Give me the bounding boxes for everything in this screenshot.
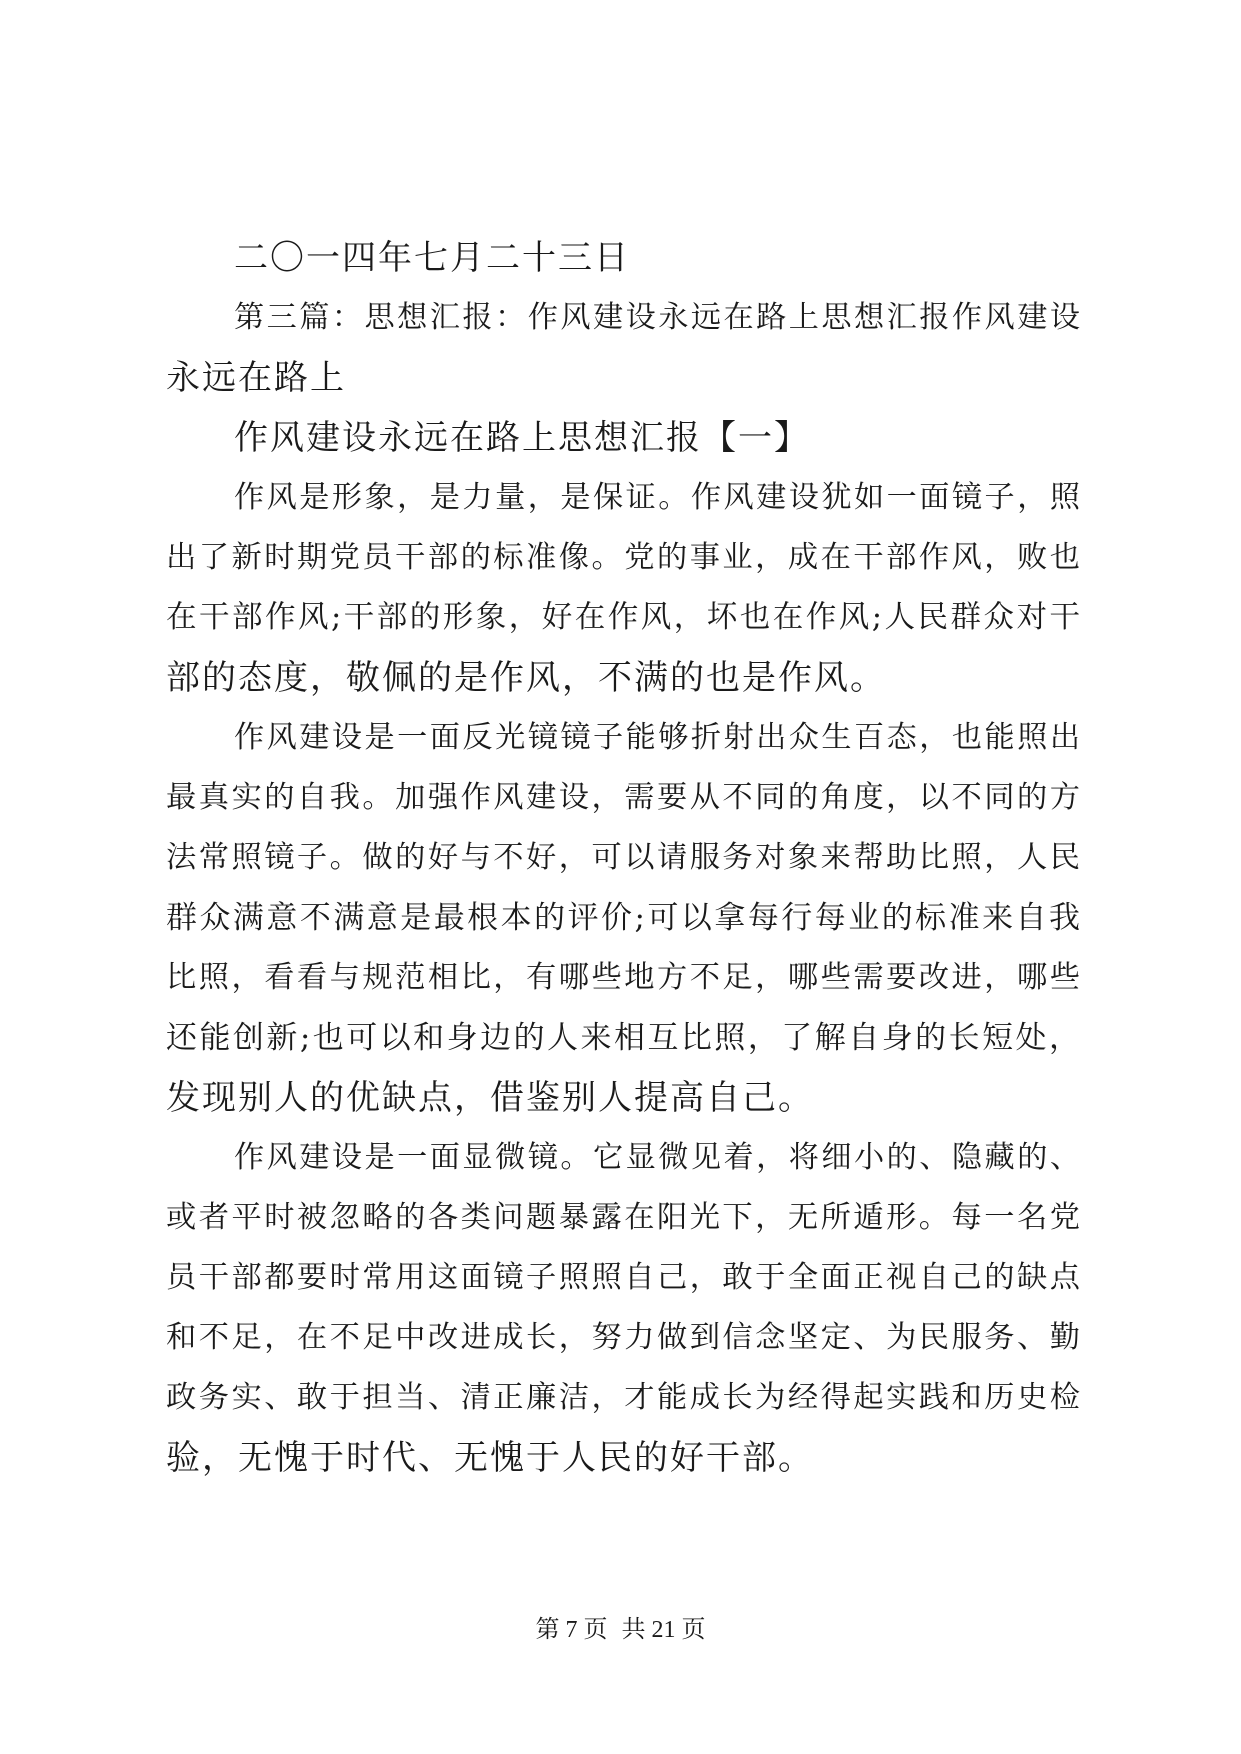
paragraph-line: 和不足，在不足中改进成长，努力做到信念坚定、为民服务、勤 bbox=[166, 1320, 1082, 1355]
paragraph-line: 作风建设是一面显微镜。它显微见着，将细小的、隐藏的、 bbox=[234, 1140, 1082, 1175]
paragraph-line: 法常照镜子。做的好与不好，可以请服务对象来帮助比照，人民 bbox=[166, 840, 1082, 875]
paragraph-line: 最真实的自我。加强作风建设，需要从不同的角度，以不同的方 bbox=[166, 780, 1082, 815]
paragraph-line: 比照，看看与规范相比，有哪些地方不足，哪些需要改进，哪些 bbox=[166, 960, 1082, 995]
paragraph-line: 群众满意不满意是最根本的评价;可以拿每行每业的标准来自我 bbox=[166, 900, 1082, 936]
paragraph-line: 作风是形象，是力量，是保证。作风建设犹如一面镜子，照 bbox=[234, 480, 1082, 515]
paragraph-line: 在干部作风;干部的形象，好在作风，坏也在作风;人民群众对干 bbox=[166, 600, 1082, 635]
page-number: 第 7 页 bbox=[535, 1617, 608, 1643]
section-title-line-2: 永远在路上 bbox=[166, 358, 346, 398]
paragraph-line: 政务实、敢于担当、清正廉洁，才能成长为经得起实践和历史检 bbox=[166, 1380, 1082, 1415]
paragraph-line: 员干部都要时常用这面镜子照照自己，敢于全面正视自己的缺点 bbox=[166, 1260, 1082, 1295]
paragraph-line: 发现别人的优缺点，借鉴别人提高自己。 bbox=[166, 1078, 814, 1118]
date-line: 二〇一四年七月二十三日 bbox=[234, 238, 630, 278]
page-total: 共 21 页 bbox=[621, 1617, 706, 1643]
section-title-line-1: 第三篇：思想汇报：作风建设永远在路上思想汇报作风建设 bbox=[234, 300, 1082, 335]
paragraph-line: 出了新时期党员干部的标准像。党的事业，成在干部作风，败也 bbox=[166, 540, 1082, 575]
paragraph-line: 或者平时被忽略的各类问题暴露在阳光下，无所遁形。每一名党 bbox=[166, 1200, 1082, 1235]
subheading: 作风建设永远在路上思想汇报【一】 bbox=[234, 418, 810, 458]
paragraph-line: 作风建设是一面反光镜镜子能够折射出众生百态，也能照出 bbox=[234, 720, 1082, 755]
page-footer bbox=[0, 1614, 1241, 1646]
paragraph-line: 还能创新;也可以和身边的人来相互比照，了解自身的长短处， bbox=[166, 1020, 1082, 1056]
paragraph-line: 验，无愧于时代、无愧于人民的好干部。 bbox=[166, 1438, 814, 1478]
paragraph-line: 部的态度，敬佩的是作风，不满的也是作风。 bbox=[166, 658, 886, 698]
document-body bbox=[166, 228, 1082, 1488]
